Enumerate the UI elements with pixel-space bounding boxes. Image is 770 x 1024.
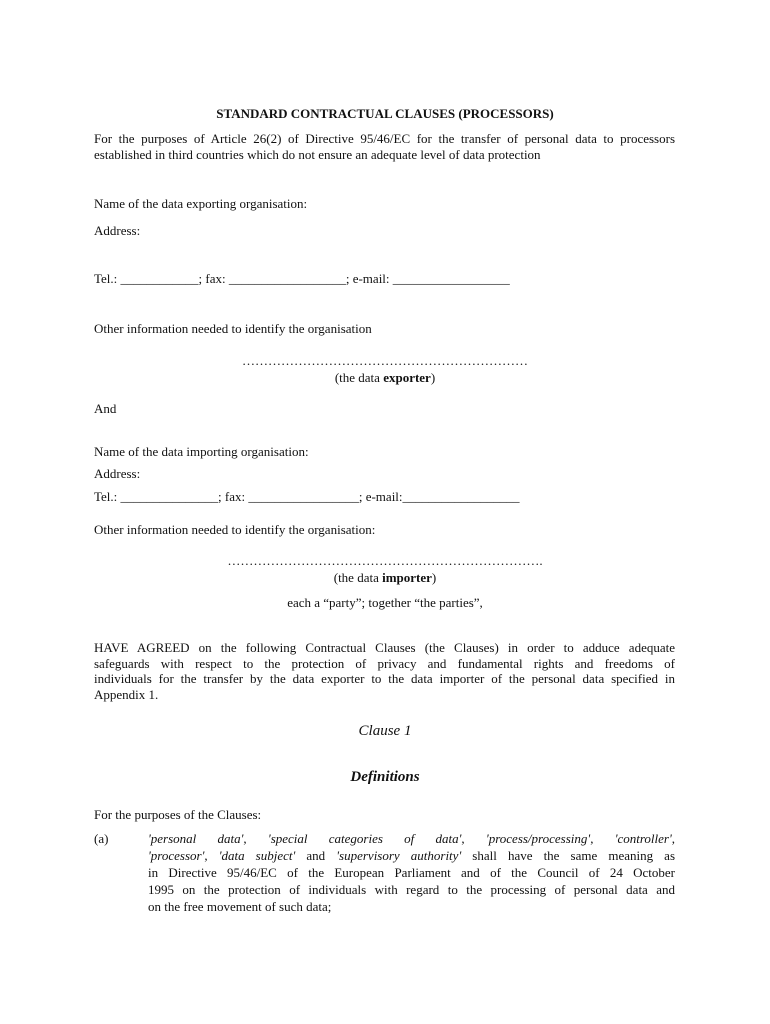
- importer-dots: ……………………………………………………………….: [227, 553, 543, 568]
- document-title: STANDARD CONTRACTUAL CLAUSES (PROCESSORS): [216, 106, 554, 121]
- and-word: and: [295, 848, 337, 863]
- clause-heading: Clause 1: [358, 723, 412, 739]
- item-a-rest: shall have the same meaning as: [461, 848, 676, 863]
- term: 'personal data': [148, 831, 244, 846]
- importer-other-info: Other information needed to identify the organisation:: [94, 522, 376, 537]
- exporter-contact-line: Tel.: ____________; fax: __________________; e-mail: __________________: [94, 271, 510, 286]
- exporter-role: [0, 370, 770, 386]
- role-word: importer: [382, 570, 432, 585]
- item-a-line: 1995 on the protection of individuals with regard to the processing of personal data and: [148, 882, 675, 897]
- term: 'data subject': [218, 848, 296, 863]
- separator: ,: [204, 848, 219, 863]
- term: 'special categories of data': [267, 831, 462, 846]
- term: 'controller': [614, 831, 672, 846]
- intro-line: For the purposes of Article 26(2) of Directive 95/46/EC for the transfer of personal data to processors: [94, 131, 675, 146]
- agreed-line: individuals for the transfer by the data exporter to the data importer of the personal data specified in: [94, 671, 675, 686]
- importer-name-label: Name of the data importing organisation:: [94, 444, 309, 459]
- separator: ,: [461, 831, 486, 846]
- term: 'supervisory authority': [336, 848, 462, 863]
- intro-paragraph: [94, 131, 675, 162]
- exporter-other-info: Other information needed to identify the organisation: [94, 321, 372, 336]
- purposes-line: For the purposes of the Clauses:: [94, 807, 262, 822]
- and-label: And: [94, 401, 117, 416]
- item-a-line: in Directive 95/46/EC of the European Parliament and of the Council of 24 October: [148, 865, 675, 880]
- importer-role: [0, 570, 770, 586]
- exporter-address-label: Address:: [94, 223, 141, 238]
- exporter-name-label: Name of the data exporting organisation:: [94, 196, 308, 211]
- term: 'process/processing': [485, 831, 591, 846]
- intro-line: established in third countries which do not ensure an adequate level of data protection: [94, 146, 541, 162]
- role-prefix: (the data: [333, 570, 383, 585]
- party-line: each a “party”; together “the parties”,: [287, 595, 483, 610]
- agreed-line: Appendix 1.: [94, 686, 159, 702]
- importer-address-label: Address:: [94, 466, 141, 481]
- separator: ,: [590, 831, 615, 846]
- separator: ,: [243, 831, 268, 846]
- agreed-line: safeguards with respect to the protection of privacy and fundamental rights and freedoms of: [94, 655, 675, 671]
- term: 'processor': [148, 848, 205, 863]
- importer-contact-line: Tel.: _______________; fax: _________________; e-mail:__________________: [94, 489, 520, 504]
- agreed-line: HAVE AGREED on the following Contractual Clauses (the Clauses) in order to adduce adequate: [94, 640, 675, 655]
- item-a-line: [148, 847, 675, 864]
- role-word: exporter: [383, 370, 431, 385]
- separator: ,: [671, 831, 676, 846]
- definitions-heading: Definitions: [350, 769, 420, 785]
- item-a-text: [148, 830, 675, 915]
- role-suffix: ): [431, 570, 437, 585]
- agreed-paragraph: [94, 640, 675, 702]
- item-a-line: on the free movement of such data;: [148, 899, 332, 914]
- exporter-dots: …………………………………………………………: [242, 353, 528, 368]
- role-prefix: (the data: [334, 370, 384, 385]
- item-a-label: (a): [94, 831, 109, 846]
- item-a-line: [148, 830, 675, 847]
- role-suffix: ): [430, 370, 436, 385]
